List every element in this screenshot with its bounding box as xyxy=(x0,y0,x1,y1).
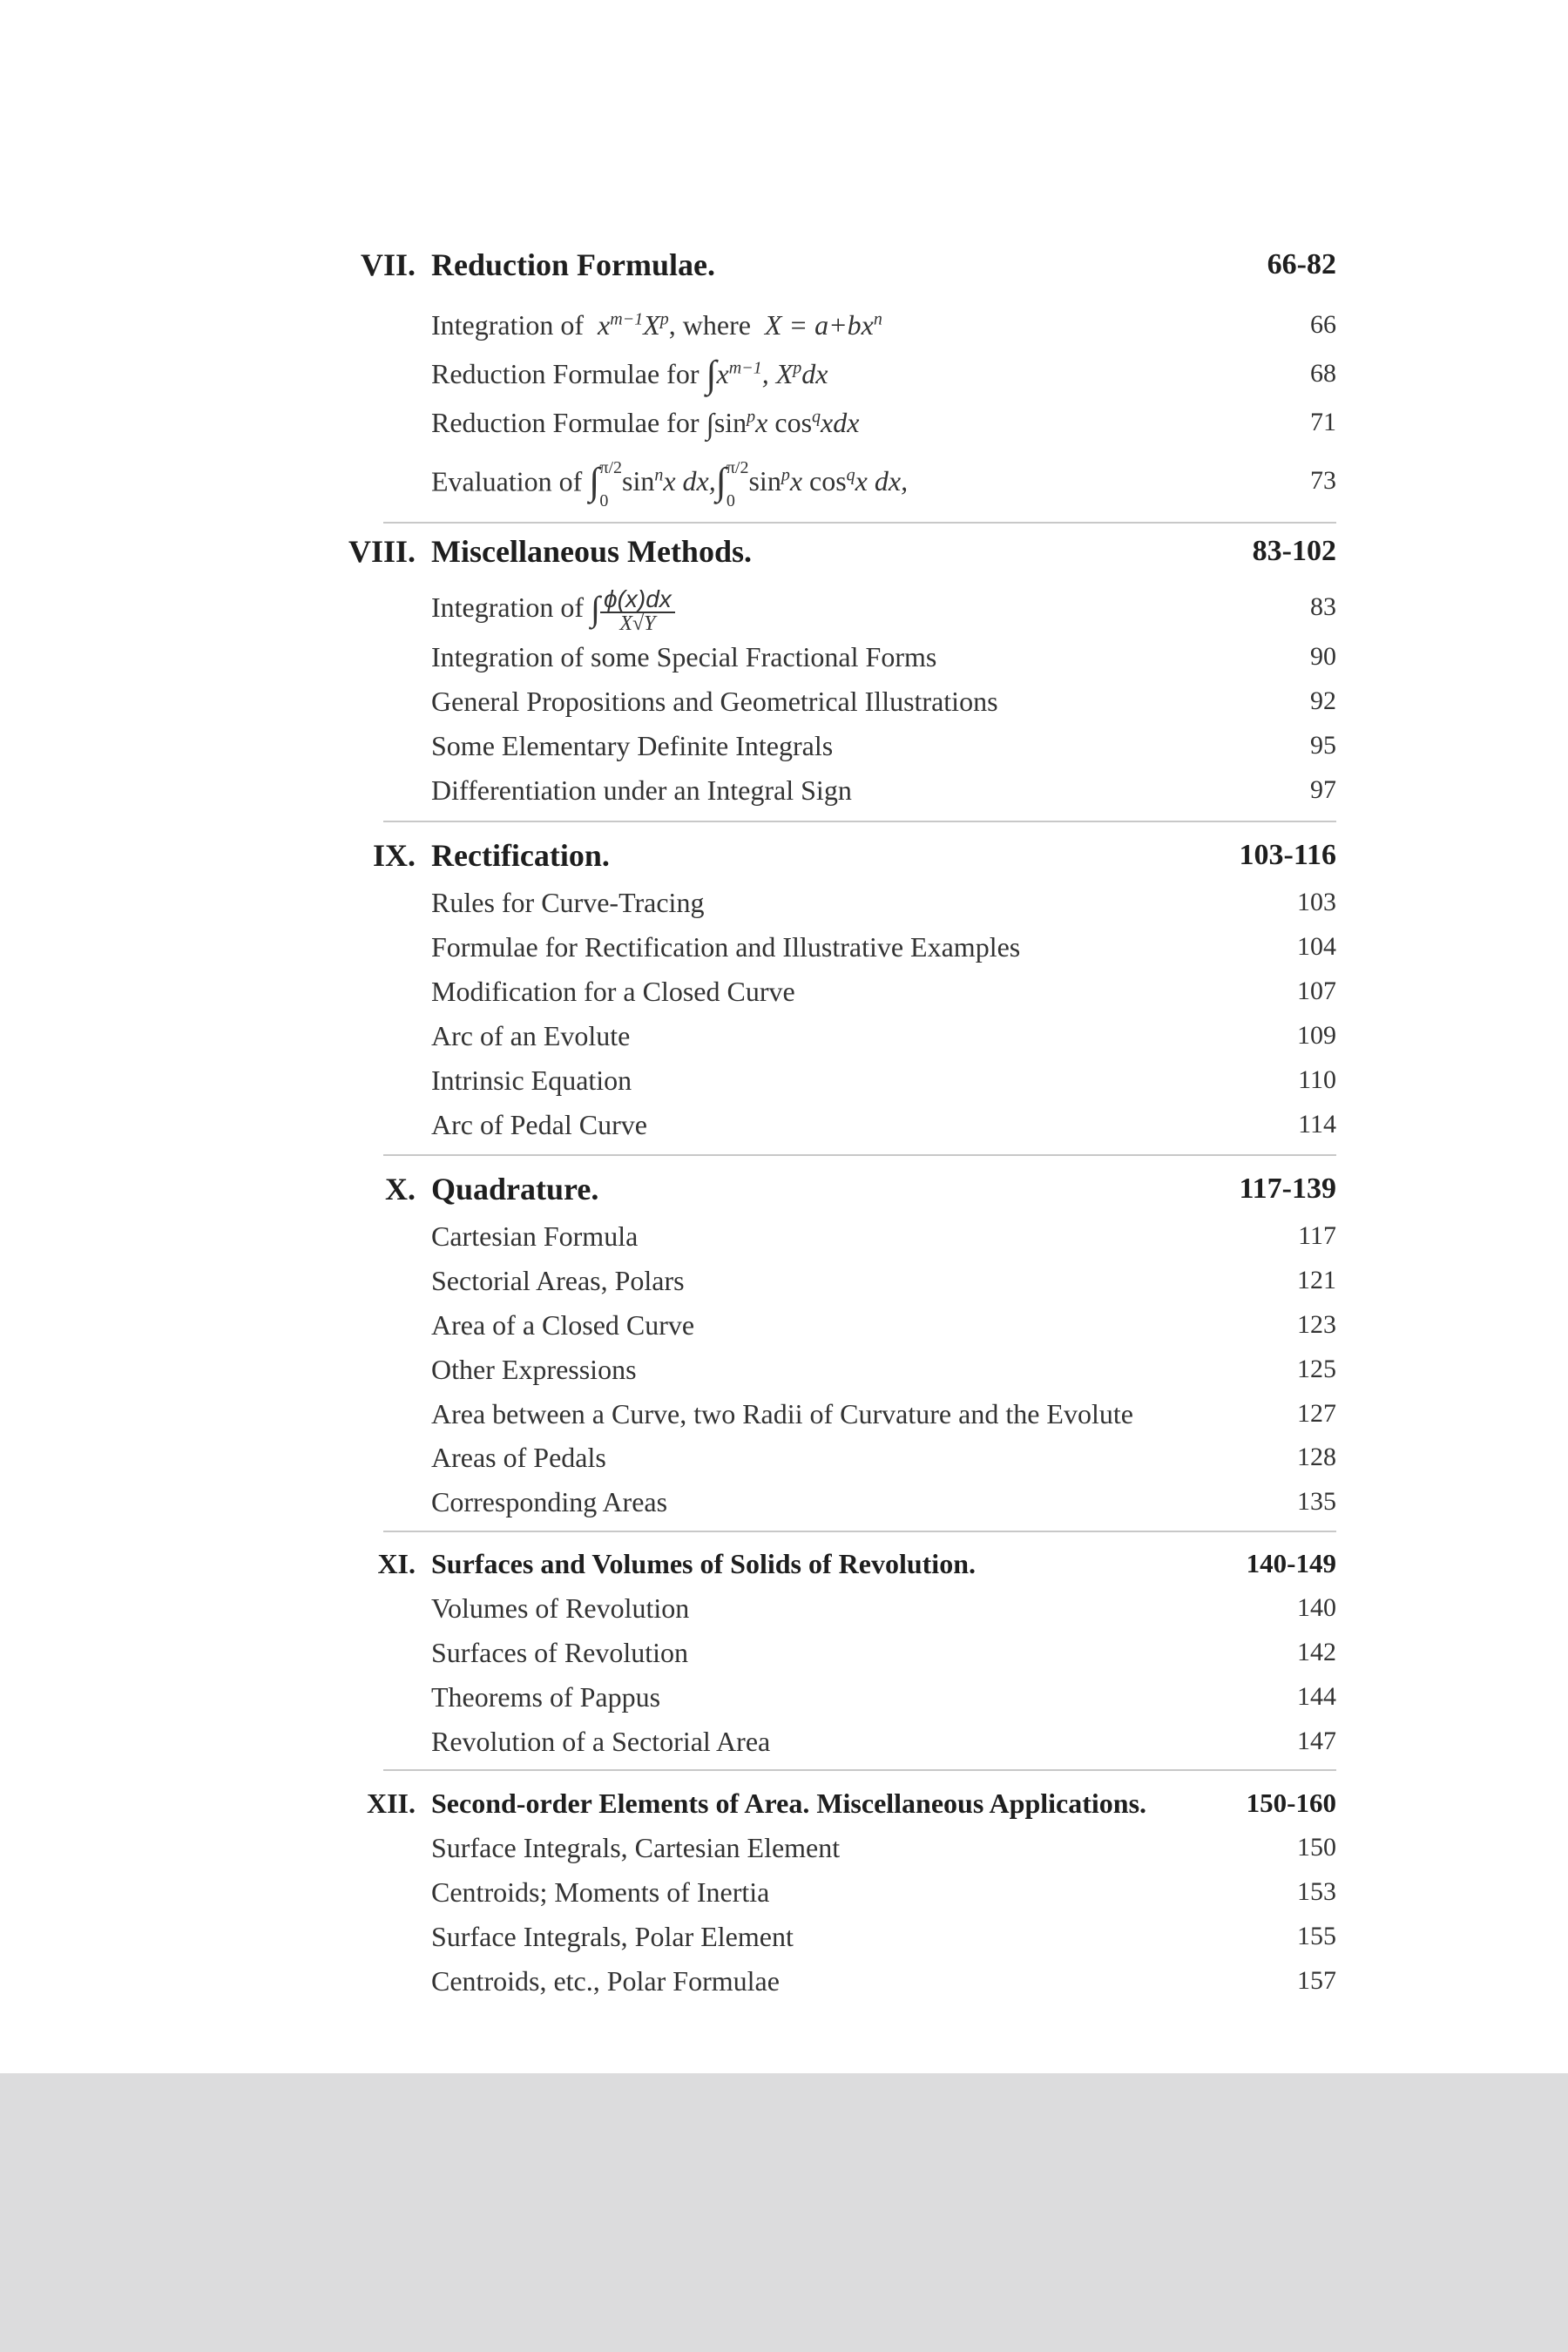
chapter-number: XII. xyxy=(366,1788,416,1819)
entry-page-number: 147 xyxy=(1297,1727,1336,1755)
toc-entry[interactable] xyxy=(0,1959,1568,2003)
entry-page-number: 140 xyxy=(1297,1593,1336,1622)
entry-page-number: 71 xyxy=(1310,408,1336,436)
entry-label: Area of a Closed Curve xyxy=(431,1309,695,1341)
toc-entry[interactable] xyxy=(0,970,1568,1013)
entry-label-text: Reduction Formulae for xyxy=(431,358,700,389)
entry-label: Modification for a Closed Curve xyxy=(431,976,795,1007)
toc-entry[interactable] xyxy=(0,679,1568,723)
toc-entry[interactable] xyxy=(0,1870,1568,1914)
section-divider xyxy=(383,1154,1336,1156)
toc-entry[interactable] xyxy=(0,585,1568,635)
toc-entry[interactable] xyxy=(0,1586,1568,1630)
toc-entry[interactable] xyxy=(0,1675,1568,1719)
entry-label xyxy=(431,352,828,395)
toc-entry[interactable] xyxy=(0,1303,1568,1347)
entry-page-number: 128 xyxy=(1297,1443,1336,1471)
entry-page-number: 123 xyxy=(1297,1310,1336,1339)
entry-label: Intrinsic Equation xyxy=(431,1064,632,1096)
toc-entry[interactable] xyxy=(0,1348,1568,1391)
entry-label xyxy=(431,458,909,510)
entry-page-number: 66 xyxy=(1310,310,1336,339)
chapter-number: VII. xyxy=(360,247,416,282)
entry-label: General Propositions and Geometrical Illustrations xyxy=(431,686,998,717)
chapter-page-range: 150-160 xyxy=(1246,1788,1336,1818)
entry-label xyxy=(431,401,859,444)
chapter-heading[interactable] xyxy=(0,530,1568,573)
entry-page-number: 121 xyxy=(1297,1266,1336,1294)
chapter-heading[interactable] xyxy=(0,1781,1568,1825)
entry-page-number: 97 xyxy=(1310,775,1336,804)
entry-page-number: 83 xyxy=(1310,592,1336,621)
entry-page-number: 103 xyxy=(1297,888,1336,916)
toc-entry[interactable] xyxy=(0,1214,1568,1258)
toc-entry[interactable] xyxy=(0,635,1568,679)
entry-label: Cartesian Formula xyxy=(431,1220,639,1252)
entry-label: Integration of some Special Fractional Forms xyxy=(431,641,937,672)
entry-label: Some Elementary Definite Integrals xyxy=(431,730,834,761)
entry-page-number: 92 xyxy=(1310,686,1336,715)
chapter-title: Second-order Elements of Area. Miscellaneous Applications. xyxy=(431,1788,1147,1819)
entry-page-number: 110 xyxy=(1298,1065,1336,1094)
entry-label xyxy=(431,303,882,347)
entry-page-number: 135 xyxy=(1297,1487,1336,1516)
entry-label-text: Integration of xyxy=(431,591,585,623)
chapter-heading[interactable] xyxy=(0,1542,1568,1585)
chapter-title: Miscellaneous Methods. xyxy=(431,534,752,569)
toc-entry[interactable] xyxy=(0,1915,1568,1958)
chapter-heading[interactable] xyxy=(0,834,1568,877)
toc-entry[interactable] xyxy=(0,1826,1568,1869)
chapter-page-range: 103-116 xyxy=(1239,839,1336,871)
toc-entry[interactable] xyxy=(0,881,1568,924)
page-bottom-margin xyxy=(0,2073,1568,2352)
entry-page-number: 117 xyxy=(1298,1221,1336,1250)
entry-page-number: 95 xyxy=(1310,731,1336,760)
entry-page-number: 107 xyxy=(1297,977,1336,1005)
entry-page-number: 114 xyxy=(1298,1110,1336,1139)
chapter-number: IX. xyxy=(372,838,416,873)
section-divider xyxy=(383,821,1336,822)
entry-label xyxy=(431,585,675,635)
entry-page-number: 150 xyxy=(1297,1833,1336,1862)
entry-label: Rules for Curve-Tracing xyxy=(431,887,705,918)
entry-label: Volumes of Revolution xyxy=(431,1592,690,1624)
chapter-number: XI. xyxy=(377,1548,416,1579)
entry-page-number: 144 xyxy=(1297,1682,1336,1711)
entry-page-number: 157 xyxy=(1297,1966,1336,1995)
toc-entry[interactable] xyxy=(0,458,1568,510)
chapter-title: Reduction Formulae. xyxy=(431,247,715,282)
entry-label-text: Reduction Formulae for xyxy=(431,407,700,438)
chapter-number: X. xyxy=(385,1172,416,1206)
chapter-page-range: 140-149 xyxy=(1246,1548,1336,1578)
toc-entry[interactable] xyxy=(0,303,1568,347)
section-divider xyxy=(383,522,1336,524)
section-divider xyxy=(383,1531,1336,1532)
toc-entry[interactable] xyxy=(0,768,1568,812)
entry-label: Area between a Curve, two Radii of Curvature and the Evolute xyxy=(431,1398,1133,1429)
toc-entry[interactable] xyxy=(0,1631,1568,1674)
entry-label: Areas of Pedals xyxy=(431,1442,606,1473)
toc-entry[interactable] xyxy=(0,925,1568,969)
entry-page-number: 104 xyxy=(1297,932,1336,961)
entry-label-text: , where xyxy=(668,309,751,341)
chapter-number: VIII. xyxy=(348,534,416,569)
formula: $\int\sin^px$ $\cos^qxdx$ xyxy=(706,407,860,441)
toc-entry[interactable] xyxy=(0,724,1568,767)
entry-page-number: 127 xyxy=(1297,1399,1336,1428)
entry-label: Surfaces of Revolution xyxy=(431,1637,689,1668)
toc-entry[interactable] xyxy=(0,1436,1568,1479)
chapter-title: Quadrature. xyxy=(431,1172,599,1206)
toc-entry[interactable] xyxy=(0,1480,1568,1524)
chapter-page-range: 66-82 xyxy=(1267,248,1336,280)
toc-entry[interactable] xyxy=(0,1720,1568,1763)
formula: $X = a+bx^n$ xyxy=(757,309,882,341)
entry-label: Differentiation under an Integral Sign xyxy=(431,774,852,806)
chapter-heading[interactable] xyxy=(0,1167,1568,1211)
entry-page-number: 68 xyxy=(1310,359,1336,388)
formula: $x^{m-1}X^p$ xyxy=(591,309,669,341)
formula: ∫ $\frac{\phi(x)dx}{X√Y}$ xyxy=(591,591,675,623)
entry-label: Centroids, etc., Polar Formulae xyxy=(431,1965,780,1997)
toc-entry[interactable] xyxy=(0,1103,1568,1146)
entry-label: Arc of Pedal Curve xyxy=(431,1109,647,1140)
entry-page-number: 142 xyxy=(1297,1638,1336,1666)
entry-page-number: 73 xyxy=(1310,466,1336,495)
entry-label: Other Expressions xyxy=(431,1354,637,1385)
entry-page-number: 90 xyxy=(1310,642,1336,671)
entry-label: Surface Integrals, Polar Element xyxy=(431,1921,794,1952)
entry-label: Formulae for Rectification and Illustrative Examples xyxy=(431,931,1021,963)
formula: ∫ π/2 0 $\sin^nx$ dx,∫ π/2 0 $\sin^px$ $\cos^qx$ dx, xyxy=(589,458,909,510)
entry-label: Corresponding Areas xyxy=(431,1486,668,1517)
entry-page-number: 125 xyxy=(1297,1355,1336,1383)
entry-page-number: 109 xyxy=(1297,1021,1336,1050)
entry-label: Theorems of Pappus xyxy=(431,1681,661,1713)
entry-label-text: Integration of xyxy=(431,309,585,341)
entry-label: Arc of an Evolute xyxy=(431,1020,631,1051)
toc-entry[interactable] xyxy=(0,401,1568,444)
formula: $\int x^{m-1}$, $X^pdx$ xyxy=(706,353,828,395)
chapter-title: Surfaces and Volumes of Solids of Revolution. xyxy=(431,1548,976,1579)
entry-label: Centroids; Moments of Inertia xyxy=(431,1876,770,1908)
chapter-page-range: 83-102 xyxy=(1252,535,1336,567)
entry-page-number: 153 xyxy=(1297,1877,1336,1906)
entry-label: Sectorial Areas, Polars xyxy=(431,1265,685,1296)
entry-label: Surface Integrals, Cartesian Element xyxy=(431,1832,841,1863)
toc-entry[interactable] xyxy=(0,1058,1568,1102)
chapter-heading[interactable] xyxy=(0,243,1568,287)
toc-entry[interactable] xyxy=(0,1392,1568,1436)
toc-entry[interactable] xyxy=(0,1259,1568,1302)
chapter-page-range: 117-139 xyxy=(1239,1173,1336,1205)
entry-page-number: 155 xyxy=(1297,1922,1336,1950)
toc-entry[interactable] xyxy=(0,1014,1568,1058)
chapter-title: Rectification. xyxy=(431,838,610,873)
section-divider xyxy=(383,1769,1336,1771)
entry-label-text: Evaluation of xyxy=(431,465,583,497)
toc-entry[interactable] xyxy=(0,352,1568,395)
entry-label: Revolution of a Sectorial Area xyxy=(431,1726,771,1757)
